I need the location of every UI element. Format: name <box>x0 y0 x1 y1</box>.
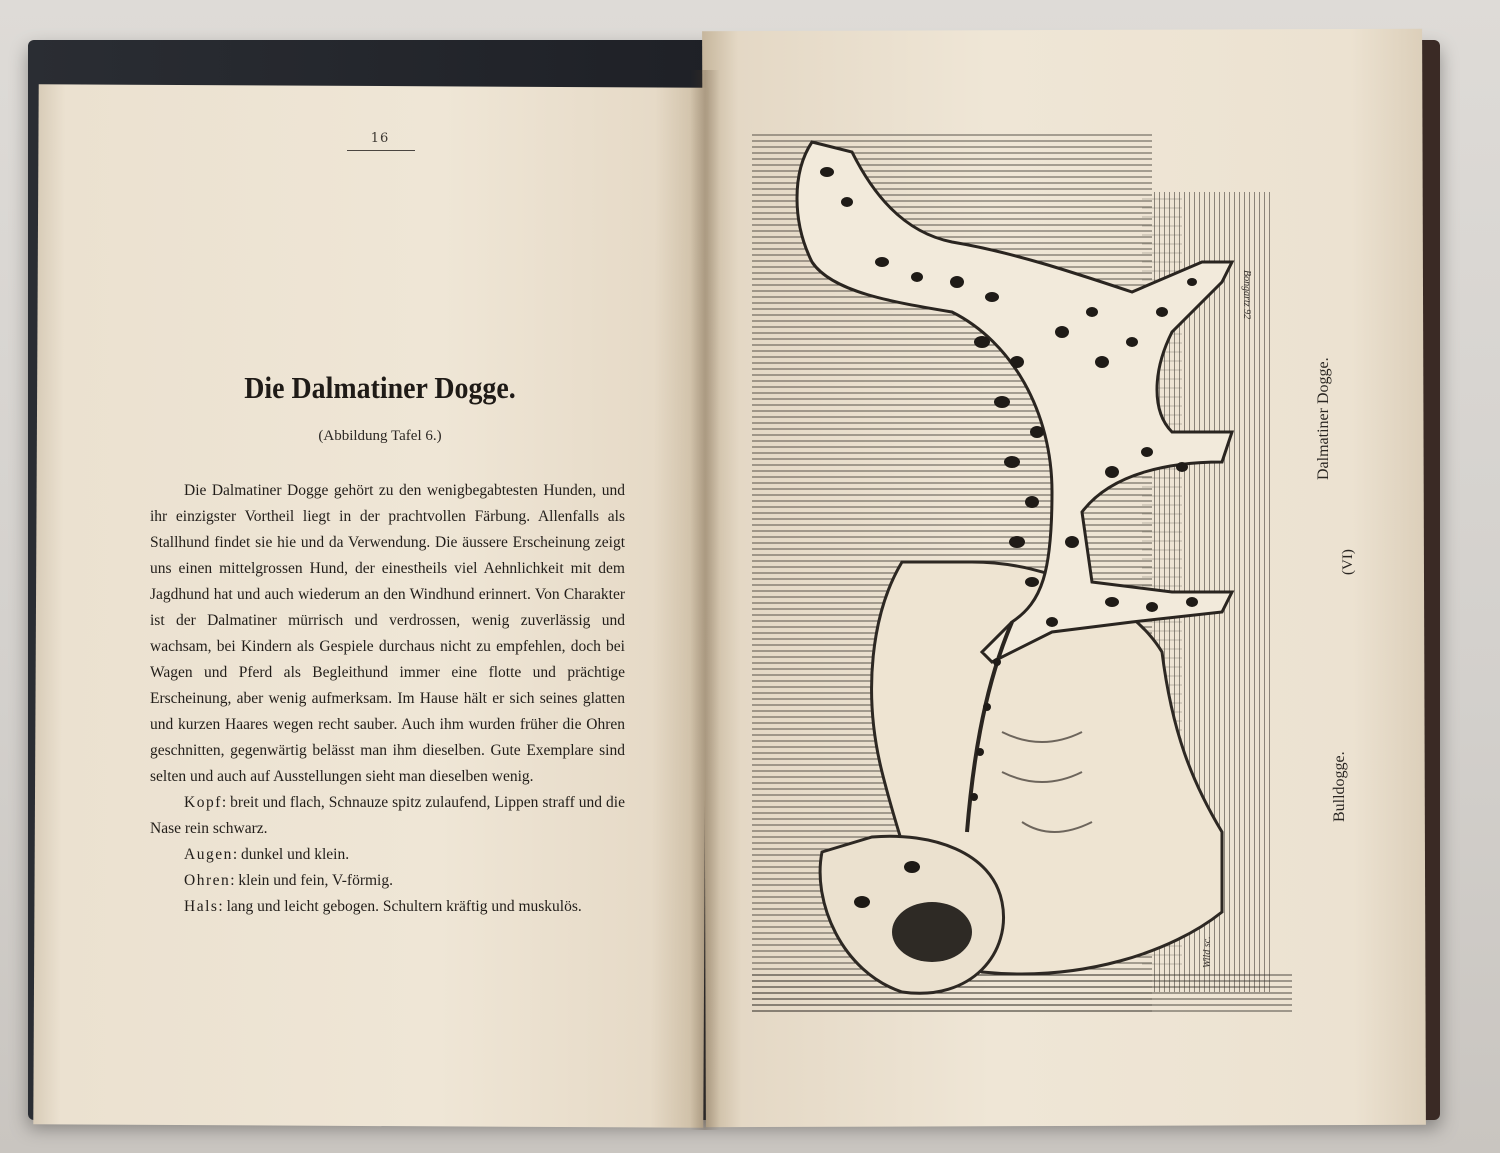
chapter-subtitle: (Abbildung Tafel 6.) <box>318 428 442 444</box>
engraver-signature: Bongartz 92 <box>1241 270 1252 320</box>
bulldog-eye <box>904 861 920 873</box>
caption-bulldog: Bulldogge. <box>1331 751 1348 822</box>
bulldog-muzzle <box>892 902 972 962</box>
engraver-mark: Wild sc. <box>1202 936 1213 968</box>
attribute-key: Ohren <box>184 872 231 889</box>
attribute-line-augen <box>150 842 625 868</box>
body-text <box>150 478 625 920</box>
book-gutter <box>690 70 720 1130</box>
attribute-value: : dunkel und klein. <box>232 846 350 863</box>
attribute-key: Hals <box>184 898 219 915</box>
attribute-value: : klein und fein, V-förmig. <box>230 872 393 889</box>
chapter-title: Die Dalmatiner Dogge. <box>244 370 516 405</box>
page-number: 16 <box>370 131 390 146</box>
attribute-line-kopf <box>150 790 625 842</box>
body-paragraph: Die Dalmatiner Dogge gehört zu den wenigbegabtesten Hunden, und ihr einzigster Vortheil liegt in der prachtvollen Färbung. Allenfalls als Stallhund findet sie hie und da Verwendung. Die äussere Erscheinung zeigt uns einen mittelgrossen Hund, der einestheils viel Aehnlichkeit mit dem Jagdhund hat und auch wiederum an den Windhund erinnert. Von Charakter ist der Dalmatiner mürrisch und verdrossen, wenig zuverlässig und wachsam, bei Kindern als Gespiele durchaus nicht zu empfehlen, doch bei Wagen und Pferd als Begleithund immer eine flotte und prächtige Erscheinung, aber wenig aufmerksam. Im Hause hält er sich seines glatten und kurzen Haares wegen recht sauber. Auch ihm wurden früher die Ohren geschnitten, gegenwärtig belässt man ihm dieselben. Gute Exemplare sind selten und auch auf Ausstellungen sieht man dieselben wenig. <box>150 482 625 785</box>
caption-plate-number: (VI) <box>1340 549 1356 575</box>
attribute-key: Augen <box>184 846 233 863</box>
bulldog-eye <box>854 896 870 908</box>
attribute-value: : breit und flach, Schnauze spitz zulaufend, Lippen straff und die Nase rein schwarz. <box>150 794 625 837</box>
attribute-value: : lang und leicht gebogen. Schultern kräftig und muskulös. <box>218 898 582 915</box>
caption-dalmatian: Dalmatiner Dogge. <box>1315 357 1332 480</box>
bottom-shadow <box>752 972 1292 1012</box>
attribute-line-ohren <box>150 868 625 894</box>
attribute-key: Kopf <box>184 794 222 811</box>
page-number-rule <box>347 150 415 151</box>
engraving-illustration <box>752 132 1292 1012</box>
attribute-line-hals <box>150 894 625 920</box>
